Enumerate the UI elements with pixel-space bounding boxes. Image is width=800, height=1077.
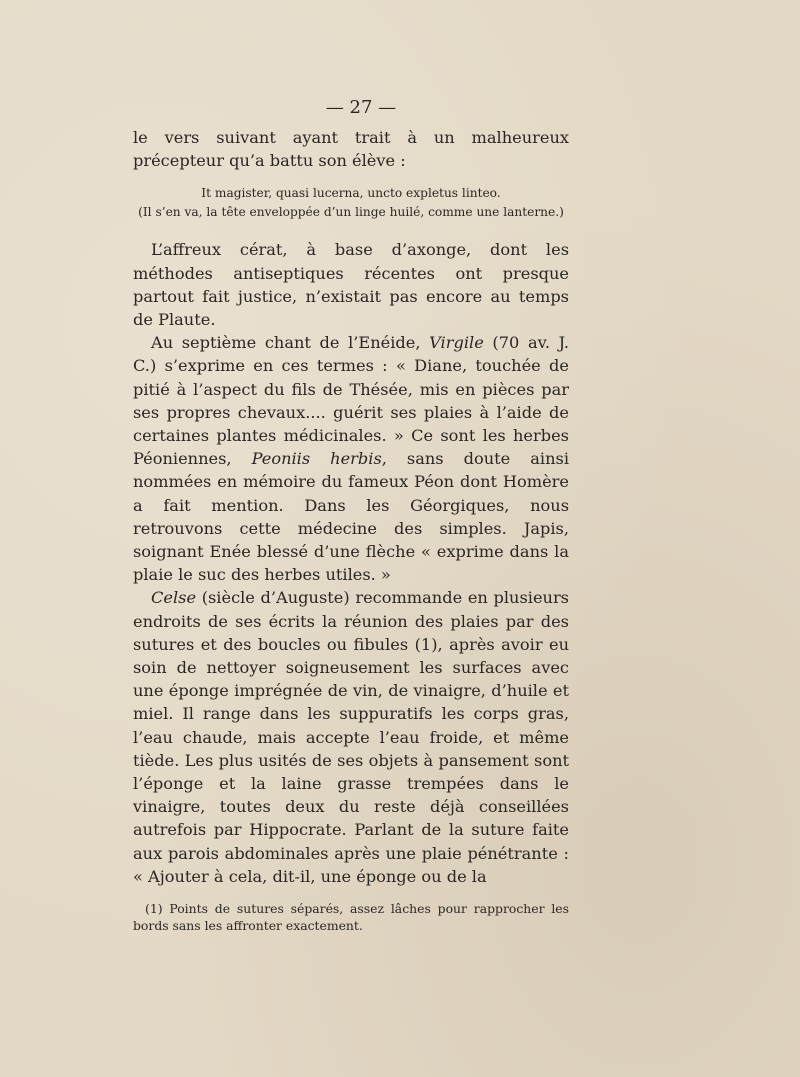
quote-line-latin: It magister, quasi lucerna, uncto expletus linteo. xyxy=(201,186,501,201)
page-number: — 27 — xyxy=(325,97,397,118)
latin-quote xyxy=(133,184,569,221)
text-block xyxy=(133,96,569,934)
paragraph-4-celse: Celse xyxy=(151,588,197,608)
paragraph-3 xyxy=(133,331,569,586)
footnote: (1) Points de sutures séparés, assez lâches pour rapprocher les bords sans les affronter exactement. xyxy=(133,901,569,934)
paragraph-4 xyxy=(133,586,569,888)
paragraph-2: L’affreux cérat, à base d’axonge, dont les méthodes antiseptiques récentes ont presque partout fait justice, n’existait pas encore au temps de Plaute. xyxy=(133,240,569,330)
paragraph-3-text-b: (70 av. J. C.) s’exprime en ces termes : « Diane, touchée de pitié à l’aspect du fils de Thésée, mis en pièces par ses propres chevaux.... guérit ses plaies à l’aide de certaines plantes médicinales. » Ce sont les herbes Péoniennes, xyxy=(133,333,569,469)
paragraph-3-peoniis: Peoniis herbis xyxy=(251,449,382,469)
paragraph-3-text-a: Au septième chant de l’Enéide, xyxy=(151,333,430,353)
paragraph-3-virgile: Virgile xyxy=(429,333,484,353)
quote-line-translation: (Il s’en va, la tête enveloppée d’un linge huilé, comme une lanterne.) xyxy=(138,204,564,219)
paragraph-4-text: (siècle d’Auguste) recommande en plusieurs endroits de ses écrits la réunion des plaies par des sutures et des boucles ou fibules (1), après avoir eu soin de nettoyer soigneusement les surfaces avec une éponge imprégnée de vin, de vinaigre, d’huile et miel. Il range dans les suppuratifs les corps gras, l’eau chaude, mais accepte l’eau froide, et même tiède. Les plus usités de ses objets à pansement sont l’éponge et la laine grasse trempées dans le vinaigre, toutes deux du reste déjà conseillées autrefois par Hippocrate. Parlant de la suture faite aux parois abdominales après une plaie pénétrante : « Ajouter à cela, dit-il, une éponge ou de la xyxy=(133,588,569,886)
paragraph-1: le vers suivant ayant trait à un malheureux précepteur qu’a battu son élève : xyxy=(133,128,569,171)
paragraph-3-text-c: , sans doute ainsi nommées en mémoire du fameux Péon dont Homère a fait mention. Dans les Géorgiques, nous retrouvons cette médecine des simples. Japis, soignant Enée blessé d’une flèche « exprime dans la plaie le suc des herbes utiles. » xyxy=(133,449,570,585)
